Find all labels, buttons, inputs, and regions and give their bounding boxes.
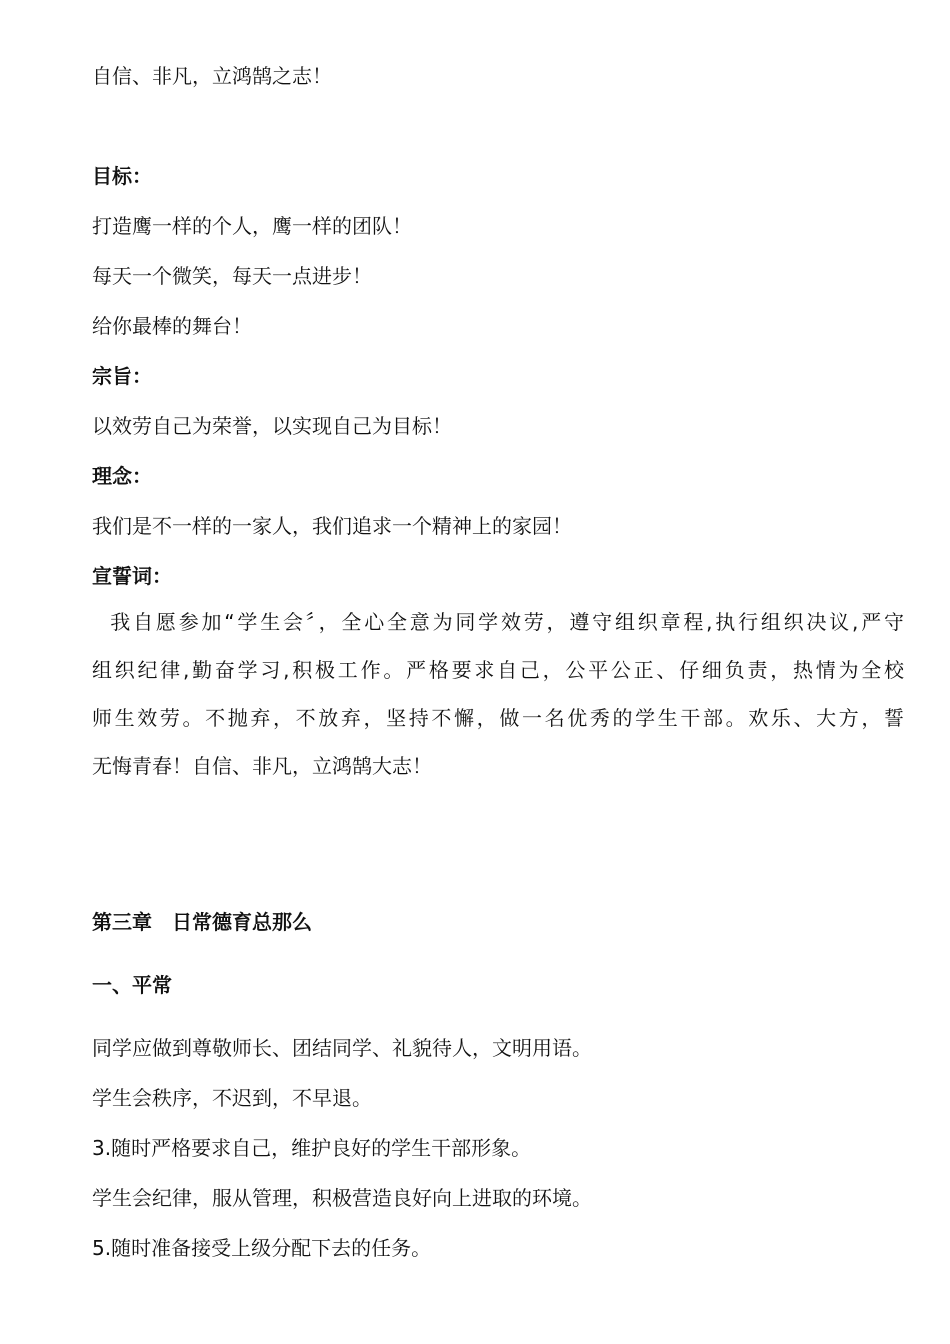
oath-paragraph xyxy=(92,598,904,790)
purpose-text: 以效劳自己为荣誉，以实现自己为目标！ xyxy=(92,414,452,438)
rule-item: 3.随时严格要求自己，维护良好的学生干部形象。 xyxy=(92,1136,532,1160)
rule-item: 学生会纪律，服从管理，积极营造良好向上进取的环境。 xyxy=(92,1186,592,1210)
goal-item: 打造鹰一样的个人，鹰一样的团队！ xyxy=(92,214,412,238)
philosophy-text: 我们是不一样的一家人，我们追求一个精神上的家园！ xyxy=(92,514,572,538)
oath-heading: 宣誓词： xyxy=(92,564,172,588)
oath-line: 无悔青春！自信、非凡，立鸿鹄大志！ xyxy=(92,754,432,778)
goal-item: 每天一个微笑，每天一点进步！ xyxy=(92,264,372,288)
section-title: 一、平常 xyxy=(92,973,172,997)
philosophy-heading: 理念： xyxy=(92,464,152,488)
oath-line: 我自愿参加“学生会〞，全心全意为同学效劳，遵守组织章程,执行组织决议,严守 xyxy=(92,610,904,634)
goal-item: 给你最棒的舞台！ xyxy=(92,314,252,338)
oath-line: 组织纪律,勤奋学习,积极工作。严格要求自己，公平公正、仔细负责，热情为全校 xyxy=(92,658,904,682)
rule-item: 同学应做到尊敬师长、团结同学、礼貌待人，文明用语。 xyxy=(92,1036,592,1060)
purpose-heading: 宗旨： xyxy=(92,364,152,388)
goals-heading: 目标： xyxy=(92,164,152,188)
rule-item: 学生会秩序，不迟到，不早退。 xyxy=(92,1086,372,1110)
intro-line: 自信、非凡，立鸿鹄之志！ xyxy=(92,64,332,88)
rule-item: 5.随时准备接受上级分配下去的任务。 xyxy=(92,1236,432,1260)
oath-line: 师生效劳。不抛弃，不放弃，坚持不懈，做一名优秀的学生干部。欢乐、大方，誓 xyxy=(92,706,904,730)
chapter-title: 第三章 日常德育总那么 xyxy=(92,910,312,934)
